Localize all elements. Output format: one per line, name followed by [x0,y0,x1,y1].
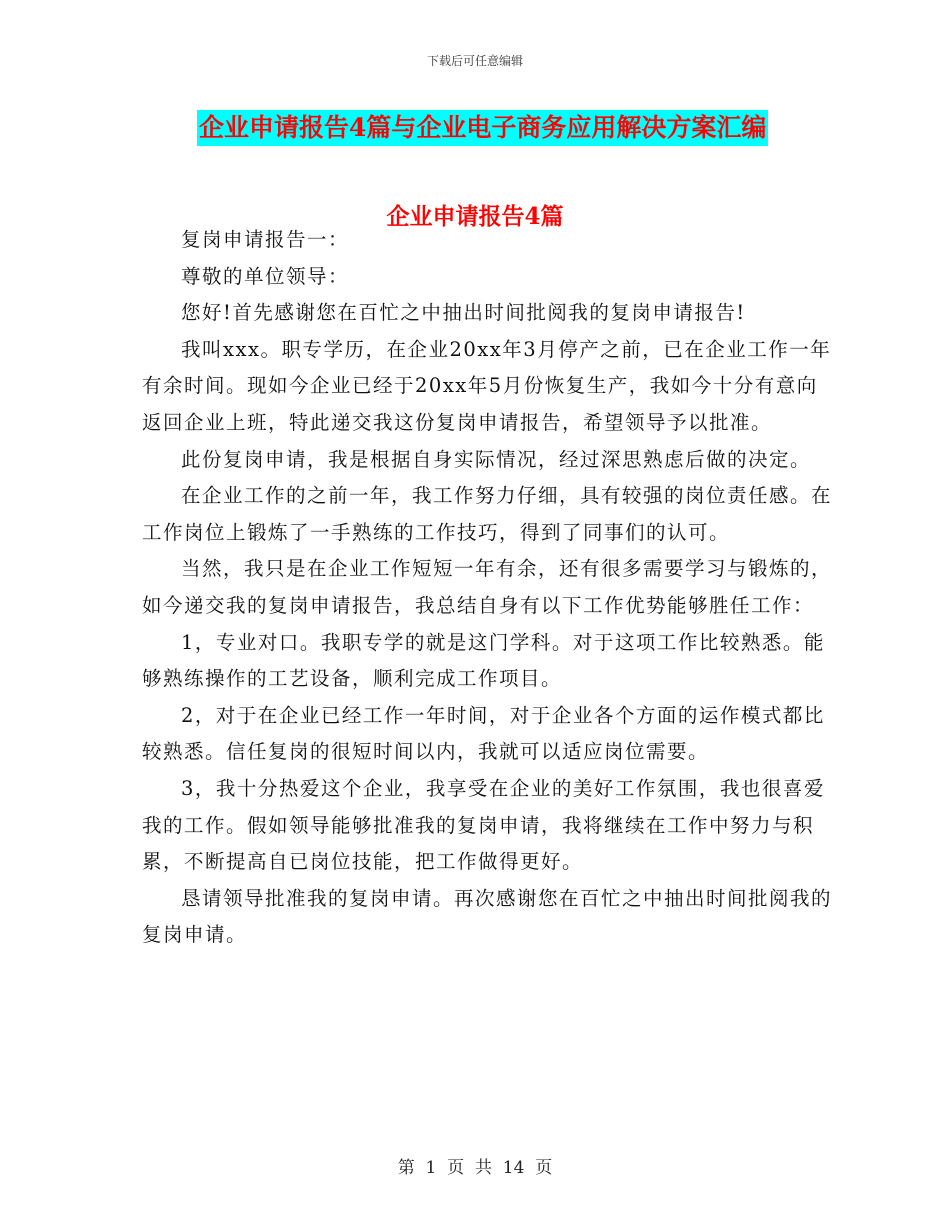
paragraph: 复岗申请报告一： [181,228,350,251]
paragraph: 当然，我只是在企业工作短短一年有余，还有很多需要学习与锻炼的，如今递交我的复岗申请报告，我总结自身有以下工作优势能够胜任工作： [142,557,833,617]
paragraph: 恳请领导批准我的复岗申请。再次感谢您在百忙之中抽出时间批阅我的复岗申请。 [142,886,833,947]
document-body [142,222,832,954]
document-title: 企业申请报告4篇与企业电子商务应用解决方案汇编 [197,110,768,146]
section-title: 企业申请报告4篇 [386,203,564,230]
paragraph: 我叫xxx。职专学历，在企业20xx年3月停产之前，已在企业工作一年有余时间。现如今企业已经于20xx年5月份恢复生产，我如今十分有意向返回企业上班，特此递交我这份复岗申请报告，希望领导予以批准。 [142,337,832,434]
paragraph: 1，专业对口。我职专学的就是这门学科。对于这项工作比较熟悉。能够熟练操作的工艺设备，顺利完成工作项目。 [142,630,825,691]
paragraph: 2，对于在企业已经工作一年时间，对于企业各个方面的运作模式都比较熟悉。信任复岗的很短时间以内，我就可以适应岗位需要。 [142,703,825,764]
paragraph: 3，我十分热爱这个企业，我享受在企业的美好工作氛围，我也很喜爱我的工作。假如领导能够批准我的复岗申请，我将继续在工作中努力与积累，不断提高自已岗位技能，把工作做得更好。 [142,776,825,874]
paragraph: 在企业工作的之前一年，我工作努力仔细，具有较强的岗位责任感。在工作岗位上锻炼了一手熟练的工作技巧，得到了同事们的认可。 [142,484,833,544]
page-number: 第 1 页 共 14 页 [397,1158,553,1178]
paragraph: 尊敬的单位领导： [181,264,350,288]
header-note: 下载后可任意编辑 [426,54,523,68]
paragraph: 此份复岗申请，我是根据自身实际情况，经过深思熟虑后做的决定。 [181,447,812,471]
paragraph: 您好!首先感谢您在百忙之中抽出时间批阅我的复岗申请报告! [181,301,746,325]
